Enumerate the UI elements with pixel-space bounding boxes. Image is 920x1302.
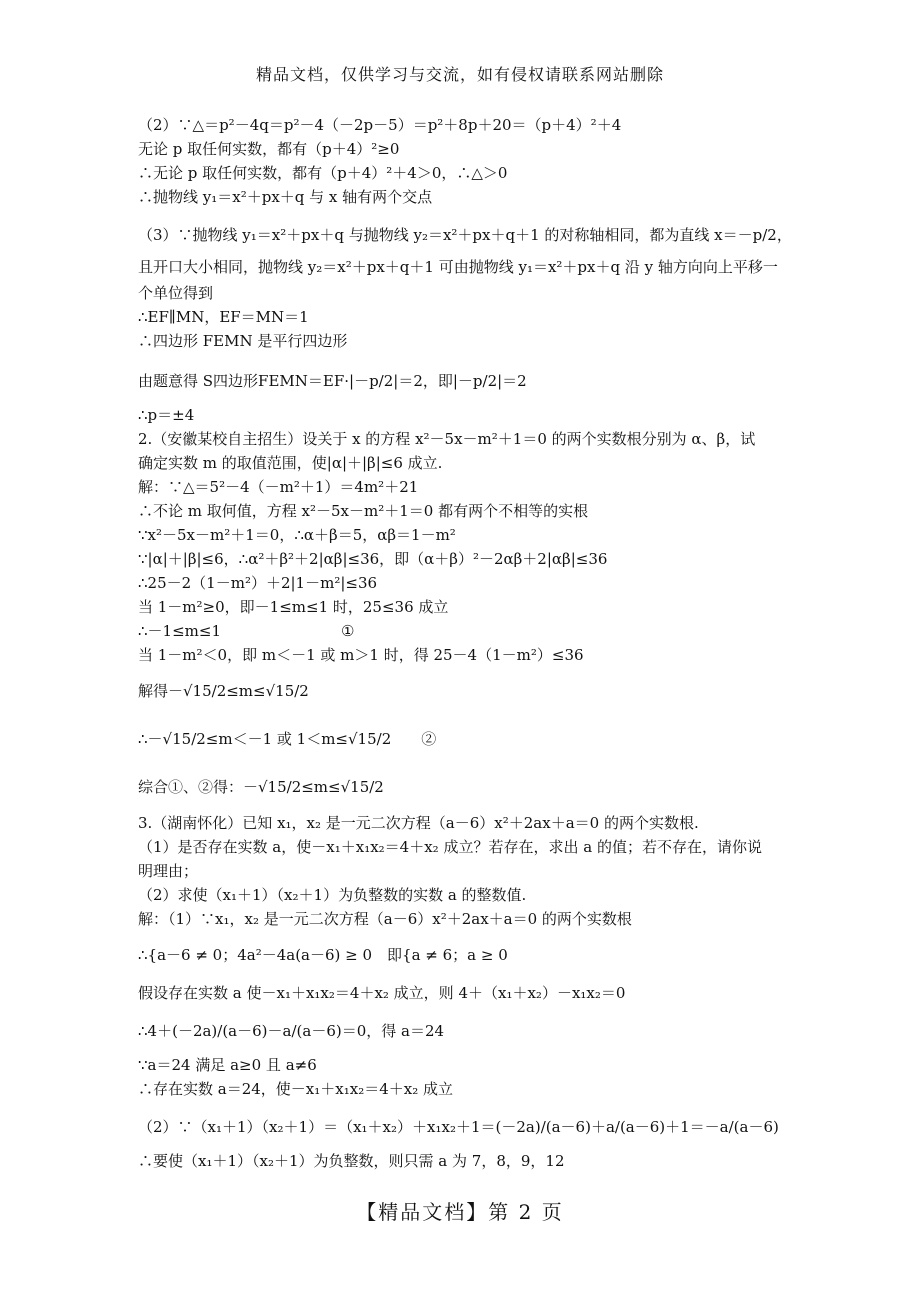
line-23: ∴－√15/2≤m＜－1 或 1＜m≤√15/2 ② [138,730,437,748]
line-35: （2）∵（x₁＋1）（x₂＋1）＝（x₁＋x₂）＋x₁x₂＋1＝(－2a)/(a－6)＋a/(a－6)＋1＝－a/(a－6) [138,1118,779,1136]
line-2: 无论 p 取任何实数，都有（p＋4）²≥0 [138,140,400,158]
line-3: ∴无论 p 取任何实数，都有（p＋4）²＋4＞0，∴△＞0 [138,164,508,182]
line-19: 当 1－m²≥0，即－1≤m≤1 时，25≤36 成立 [138,598,449,616]
line-1: （2）∵△＝p²－4q＝p²－4（－2p－5）＝p²＋8p＋20＝（p＋4）²＋4 [138,116,622,134]
page-header: 精品文档，仅供学习与交流，如有侵权请联系网站删除 [255,65,664,84]
line-10: 由题意得 S四边形FEMN＝EF·|－p/2|＝2，即|－p/2|＝2 [138,372,527,390]
line-22: 解得－√15/2≤m≤√15/2 [138,682,309,700]
line-24: 综合①、②得：－√15/2≤m≤√15/2 [138,778,384,796]
line-28: （2）求使（x₁＋1）（x₂＋1）为负整数的实数 a 的整数值. [138,886,527,904]
line-7: 个单位得到 [138,284,214,302]
page-footer: 【精品文档】第 2 页 [356,1200,564,1224]
line-5: （3）∵抛物线 y₁＝x²＋px＋q 与抛物线 y₂＝x²＋px＋q＋1 的对称轴相同，都为直线 x＝－p/2， [138,226,792,244]
line-21: 当 1－m²＜0，即 m＜－1 或 m＞1 时，得 25－4（1－m²）≤36 [138,646,584,664]
line-11: ∴p＝±4 [138,406,195,424]
line-20: ∴－1≤m≤1 ① [138,622,355,640]
line-12: 2.（安徽某校自主招生）设关于 x 的方程 x²－5x－m²＋1＝0 的两个实数根分别为 α、β，试 [138,430,756,448]
line-32: ∴4＋(－2a)/(a－6)－a/(a－6)＝0，得 a＝24 [138,1022,445,1040]
line-15: ∴不论 m 取何值，方程 x²－5x－m²＋1＝0 都有两个不相等的实根 [138,502,589,520]
line-14: 解：∵△＝5²－4（－m²＋1）＝4m²＋21 [138,478,419,496]
line-36: ∴要使（x₁＋1）（x₂＋1）为负整数，则只需 a 为 7，8，9，12 [138,1152,565,1170]
line-33: ∵a＝24 满足 a≥0 且 a≠6 [138,1056,317,1074]
line-9: ∴四边形 FEMN 是平行四边形 [138,332,348,350]
line-16: ∵x²－5x－m²＋1＝0，∴α＋β＝5，αβ＝1－m² [138,526,456,544]
line-6: 且开口大小相同，抛物线 y₂＝x²＋px＋q＋1 可由抛物线 y₁＝x²＋px＋q 沿 y 轴方向向上平移一 [138,258,778,276]
line-27: 明理由； [138,862,199,880]
line-18: ∴25－2（1－m²）＋2|1－m²|≤36 [138,574,378,592]
line-26: （1）是否存在实数 a，使－x₁＋x₁x₂＝4＋x₂ 成立？若存在，求出 a 的值；若不存在，请你说 [138,838,762,856]
line-13: 确定实数 m 的取值范围，使|α|＋|β|≤6 成立. [138,454,443,472]
line-31: 假设存在实数 a 使－x₁＋x₁x₂＝4＋x₂ 成立，则 4＋（x₁＋x₂）－x₁x₂＝0 [138,984,626,1002]
line-17: ∵|α|＋|β|≤6，∴α²＋β²＋2|αβ|≤36，即（α＋β）²－2αβ＋2|αβ|≤36 [138,550,608,568]
line-30: ∴{a－6 ≠ 0；4a²－4a(a－6) ≥ 0 即{a ≠ 6；a ≥ 0 [138,946,508,964]
line-25: 3.（湖南怀化）已知 x₁，x₂ 是一元二次方程（a－6）x²＋2ax＋a＝0 的两个实数根. [138,814,699,832]
line-34: ∴存在实数 a＝24，使－x₁＋x₁x₂＝4＋x₂ 成立 [138,1080,454,1098]
line-29: 解：（1）∵x₁，x₂ 是一元二次方程（a－6）x²＋2ax＋a＝0 的两个实数根 [138,910,632,928]
line-8: ∴EF∥MN，EF＝MN＝1 [138,308,309,326]
line-4: ∴抛物线 y₁＝x²＋px＋q 与 x 轴有两个交点 [138,188,433,206]
